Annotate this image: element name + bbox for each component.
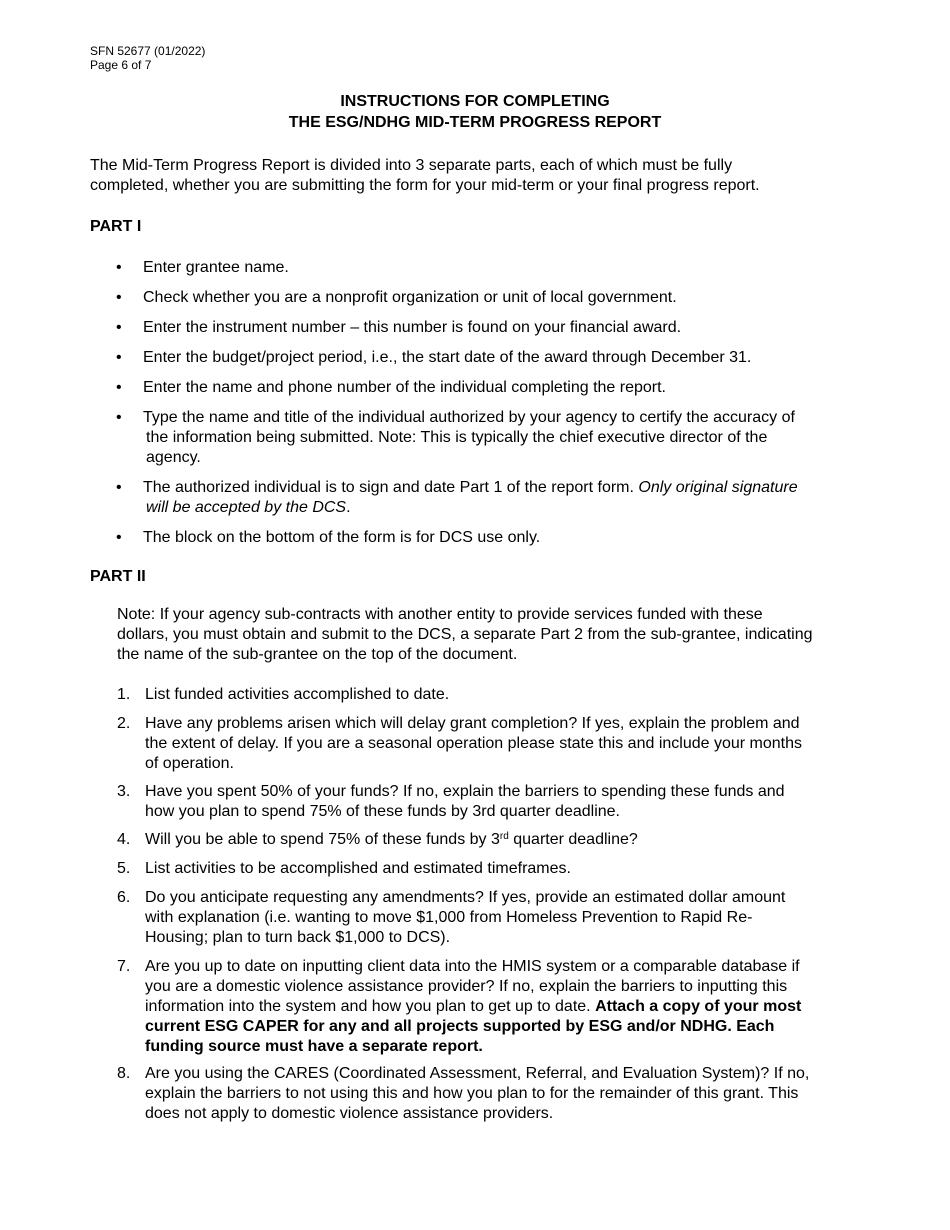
part-2-heading: PART II [90,568,146,585]
title-line-2: THE ESG/NDHG MID-TERM PROGRESS REPORT [288,114,662,131]
intro-paragraph: The Mid-Term Progress Report is divided into 3 separate parts, each of which must be fully completed, whether you are submitting the form for your mid-term or your final progress report. [90,157,760,194]
bullet-icon: • [116,259,122,276]
form-number: SFN 52677 (01/2022) [90,44,206,58]
page-title [0,91,950,133]
page-label: Page 6 of 7 [90,58,152,72]
bullet-icon: • [116,529,122,546]
bullet-icon: • [116,409,122,426]
bullet-icon: • [116,479,122,496]
part-1-heading: PART I [90,218,142,235]
title-line-1: INSTRUCTIONS FOR COMPLETING [340,93,610,110]
part-2-note: Note: If your agency sub-contracts with another entity to provide services funded with these dollars, you must obtain and submit to the DCS, a separate Part 2 from the sub-grantee, indicating the name of the sub-grantee on the top of the document. [117,606,813,663]
bullet-icon: • [116,379,122,396]
bullet-icon: • [116,289,122,306]
bullet-icon: • [116,319,122,336]
form-identifier [90,44,205,72]
document-page: SFN 52677 (01/2022) Page 6 of 7 INSTRUCTIONS FOR COMPLETING THE ESG/NDHG MID-TERM PROGRESS REPORT The Mid-Term Progress Report is divided into 3 separate parts, each of which must be fully completed, whether you are submitting the form for your mid-term or your final progress report. PART I • Enter grantee name. • Check whether you are a nonprofit organization or unit of local government. • Enter the instrument number – this number is found on your financial award. • Enter the budget/project period, i.e., the start date of the award through December 31. • Enter the name and phone number of the individual completing the report. • Type the name and title of the individual authorized by your agency to certify the accuracy of the information being submitted. Note: This is typically the chief executive director of the agency. • The authorized individual is to sign and date Part 1 of the report form. Only original signature will be accepted by the DCS. • The block on the bottom of the form is for DCS use only. PART II Note: If your agency sub-contracts with another entity to provide services funded with these dollars, you must obtain and submit to the DCS, a separate Part 2 from the sub-grantee, indicating the name of the sub-grantee on the top of the document. 1. List funded activities accomplished to date. 2. Have any problems arisen which will delay grant completion? If yes, explain the problem and the extent of delay. If you are a seasonal operation please state this and include your months of operation. 3. Have you spent 50% of your funds? If no, explain the barriers to spending these funds and how you plan to spend 75% of these funds by 3rd quarter deadline. 4. Will you be able to spend 75% of these funds by 3rd quarter deadline? 5. List activities to be accomplished and estimated timeframes. 6. Do you anticipate requesting any amendments? If yes, provide an estimated dollar amount with explanation (i.e. wanting to move $1,000 from Homeless Prevention to Rapid Re- Housing; plan to turn back $1,000 to DCS). 7. Are you up to date on inputting client data into the HMIS system or a comparable database if you are a domestic violence assistance provider? If no, explain the barriers to inputting this information into the system and how you plan to get up to date. Attach a copy of your most current ESG CAPER for any and all projects supported by ESG and/or NDHG. Each funding source must have a separate report. 8. Are you using the CARES (Coordinated Assessment, Referral, and Evaluation System)? If no, explain the barriers to not using this and how you plan to for the remainder of this grant. This does not apply to domestic violence assistance providers. [0,0,950,1230]
bullet-icon: • [116,349,122,366]
